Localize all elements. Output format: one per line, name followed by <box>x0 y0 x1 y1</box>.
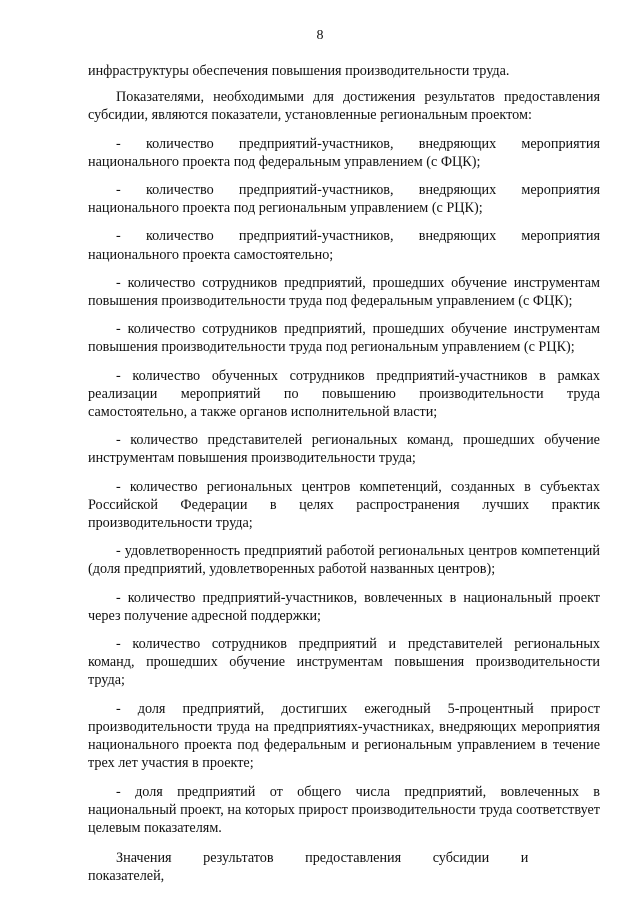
intro-line: инфраструктуры обеспечения повышения производительности труда. <box>88 63 510 79</box>
indicator-item: - количество сотрудников предприятий, прошедших обучение инструментам повышения производительности труда под федеральным управлением (с ФЦК); <box>88 274 600 310</box>
document-body <box>88 62 600 886</box>
indicator-item: - количество предприятий-участников, внедряющих мероприятия национального проекта под региональным управлением (с РЦК); <box>88 182 600 217</box>
lead-paragraph: Показателями, необходимыми для достижения результатов предоставления субсидии, являются показатели, установленные региональным проектом: <box>88 89 600 124</box>
indicator-item: - количество предприятий-участников, вовлеченных в национальный проект через получение адресной поддержки; <box>88 589 600 624</box>
indicator-item: - количество представителей региональных команд, прошедших обучение инструментам повышения производительности труда; <box>88 432 600 467</box>
closing-line: Значения результатов предоставления субсидии и показателей, <box>88 850 529 885</box>
indicator-item: - доля предприятий от общего числа предприятий, вовлеченных в национальный проект, на которых прирост производительности труда соответствует целевым показателям. <box>88 783 600 836</box>
indicator-item: - количество предприятий-участников, внедряющих мероприятия национального проекта самостоятельно; <box>88 228 600 263</box>
indicator-item: - количество сотрудников предприятий и представителей региональных команд, прошедших обучение инструментам повышения производительности труда; <box>88 636 600 689</box>
indicator-item: - количество обученных сотрудников предприятий-участников в рамках реализации мероприятий по повышению производительности труда самостоятельно, а также органов исполнительной власти; <box>88 367 600 421</box>
indicator-item: - количество сотрудников предприятий, прошедших обучение инструментам повышения производительности труда под региональным управлением (с РЦК); <box>88 321 600 356</box>
indicator-item: - удовлетворенность предприятий работой региональных центров компетенций (доля предприятий, удовлетворенных работой названных центров); <box>88 543 600 578</box>
indicator-item: - доля предприятий, достигших ежегодный 5-процентный прирост производительности труда на предприятиях-участниках, внедряющих мероприятия национального проекта под федеральным и региональным управлением в течение трех лет участия в проекте; <box>88 700 600 772</box>
page-number: 8 <box>316 28 324 43</box>
indicator-item: - количество предприятий-участников, внедряющих мероприятия национального проекта под федеральным управлением (с ФЦК); <box>88 135 600 170</box>
indicator-item: - количество региональных центров компетенций, созданных в субъектах Российской Федерации в целях распространения лучших практик производительности труда; <box>88 478 600 532</box>
